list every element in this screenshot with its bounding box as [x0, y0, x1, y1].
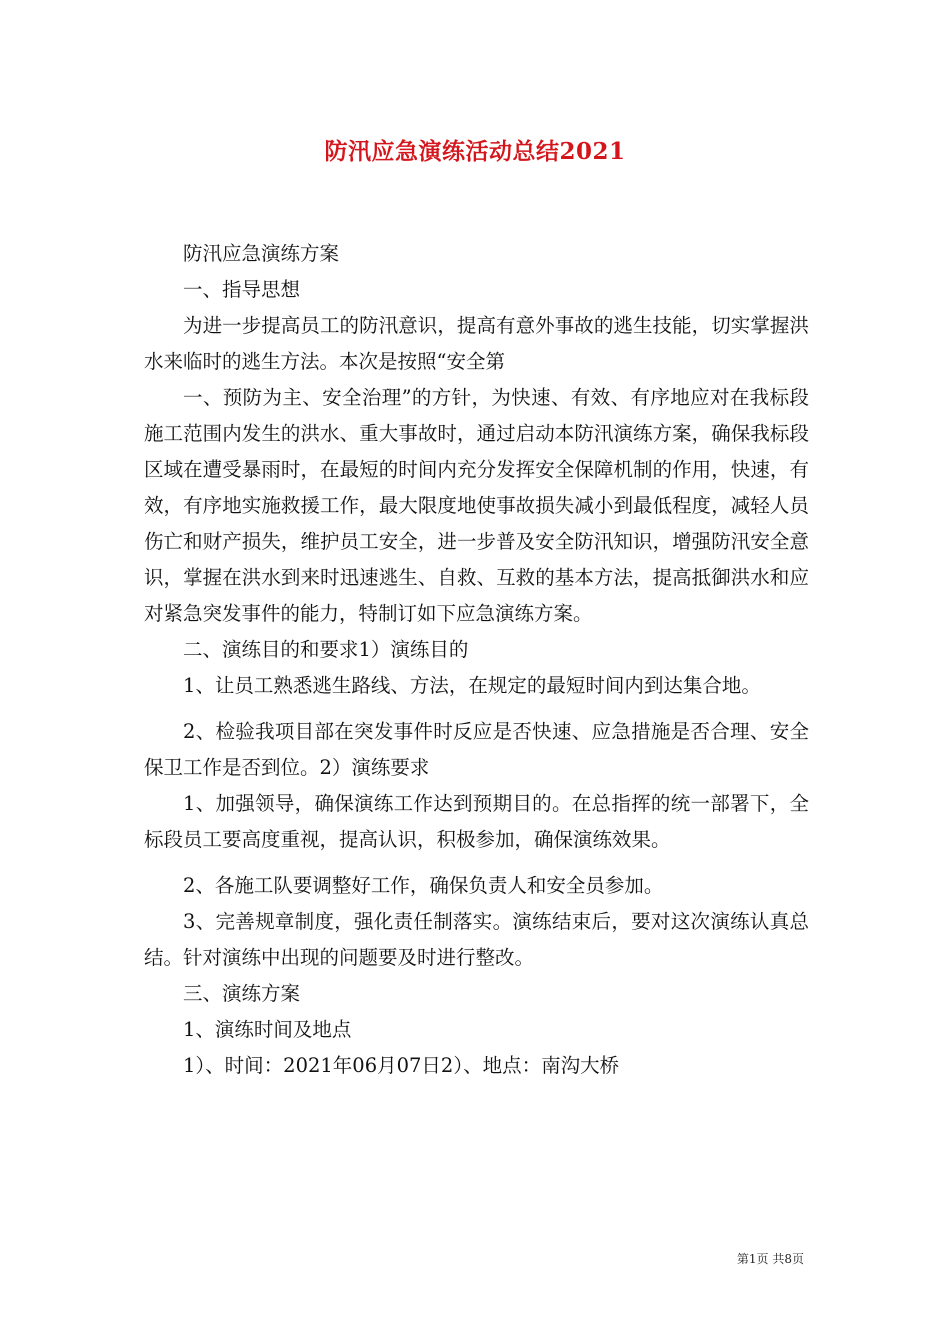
paragraph: 1、让员工熟悉逃生路线、方法，在规定的最短时间内到达集合地。: [183, 674, 761, 697]
paragraph: 防汛应急演练方案: [183, 242, 340, 265]
paragraph: 二、演练目的和要求1）演练目的: [183, 638, 469, 661]
page-number: 第1页 共8页: [736, 1252, 804, 1266]
paragraph: 一、预防为主、安全治理”的方针，为快速、有效、有序地应对在我标段施工范围内发生的洪水、重大事故时，通过启动本防汛演练方案，确保我标段区域在遭受暴雨时，在最短的时间内充分发挥安全保障机制的作用，快速，有效，有序地实施救援工作，最大限度地使事故损失减小到最低程度，减轻人员伤亡和财产损失，维护员工安全，进一步普及安全防汛知识，增强防汛安全意识，掌握在洪水到来时迅速逃生、自救、互救的基本方法，提高抵御洪水和应对紧急突发事件的能力，特制订如下应急演练方案。: [144, 386, 809, 625]
document-body: [144, 236, 809, 1084]
paragraph: 3、完善规章制度，强化责任制落实。演练结束后，要对这次演练认真总结。针对演练中出现的问题要及时进行整改。: [144, 910, 809, 969]
paragraph: 1、演练时间及地点: [183, 1018, 352, 1041]
paragraph: 2、各施工队要调整好工作，确保负责人和安全员参加。: [183, 874, 664, 897]
document-title: 防汛应急演练活动总结2021: [324, 138, 626, 165]
paragraph: 一、指导思想: [183, 278, 301, 301]
paragraph: 三、演练方案: [183, 982, 301, 1005]
paragraph: 为进一步提高员工的防汛意识，提高有意外事故的逃生技能，切实掌握洪水来临时的逃生方法。本次是按照“安全第: [144, 314, 809, 373]
paragraph: 1、加强领导，确保演练工作达到预期目的。在总指挥的统一部署下，全标段员工要高度重视，提高认识，积极参加，确保演练效果。: [144, 792, 809, 851]
paragraph: 2、检验我项目部在突发事件时反应是否快速、应急措施是否合理、安全保卫工作是否到位。2）演练要求: [144, 720, 809, 779]
paragraph: 1）、时间：2021年06月07日2）、地点：南沟大桥: [183, 1054, 620, 1077]
